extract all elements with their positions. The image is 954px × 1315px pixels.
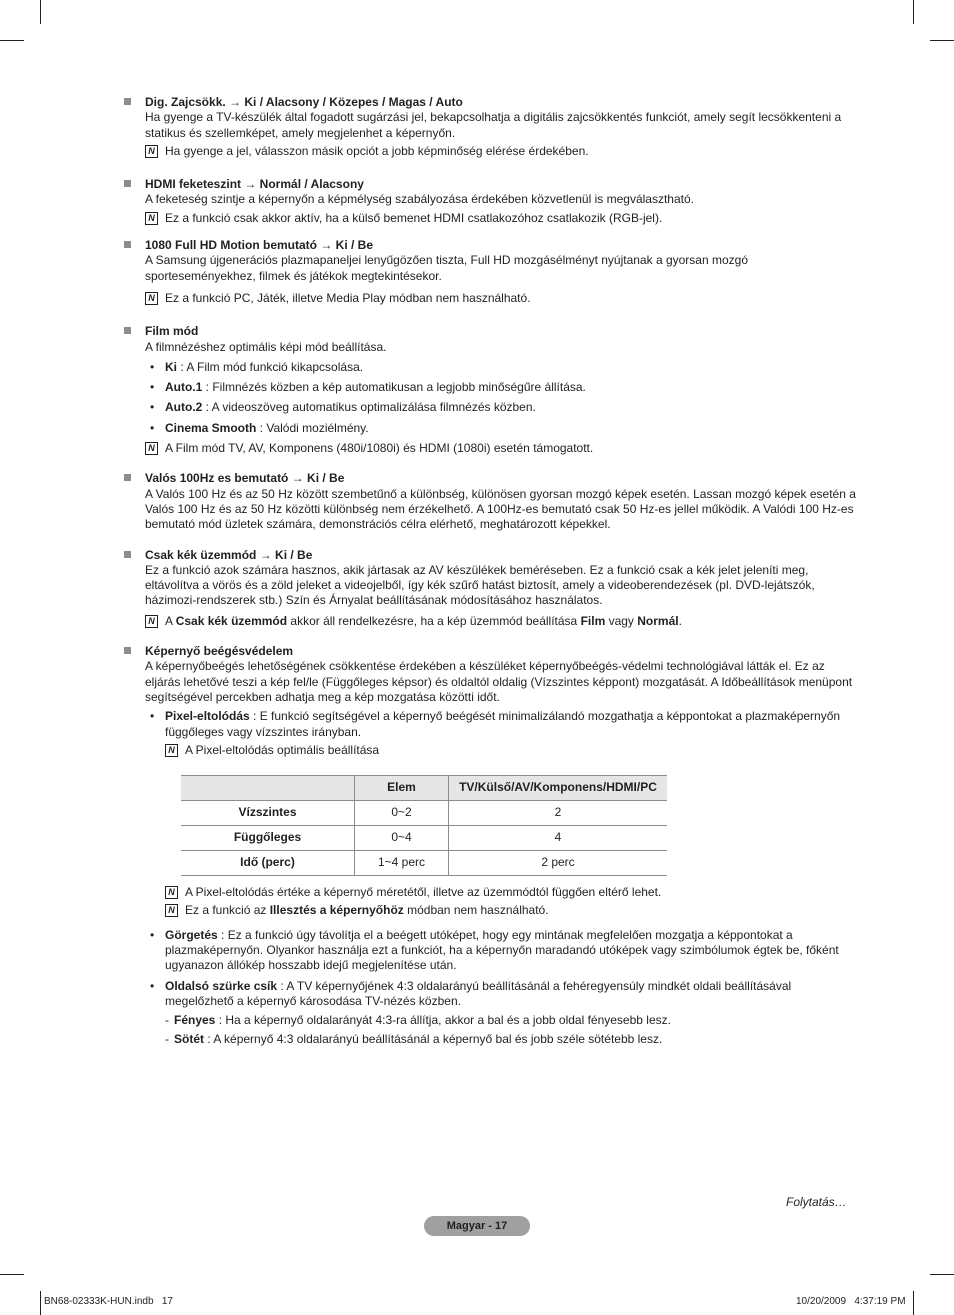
crop-mark <box>0 1274 24 1275</box>
note-bold-film: Film <box>580 613 606 628</box>
note <box>165 743 860 758</box>
table-cell: 2 <box>449 801 668 826</box>
section-blue-only <box>124 548 860 629</box>
dash-icon: - <box>165 1032 169 1047</box>
pixel-shift-table <box>181 775 667 876</box>
table-cell: 0~2 <box>355 801 449 826</box>
sub-item-label: Fényes <box>174 1013 216 1028</box>
crop-mark <box>913 0 914 24</box>
item-text: : A videoszöveg automatikus optimalizálása filmnézés közben. <box>202 400 536 415</box>
sub-item-text: : Ha a képernyő oldalarányát 4:3-ra állítja, akkor a bal és a jobb oldal fényesebb lesz. <box>215 1013 671 1028</box>
section-dig-noise <box>124 95 860 159</box>
note-text-e: . <box>678 613 682 628</box>
section-text: A filmnézéshez optimális képi mód beállítása. <box>145 339 387 354</box>
square-bullet-icon <box>124 241 131 248</box>
note-bold-fit: Illesztés a képernyőhöz <box>269 903 404 918</box>
section-title: 1080 Full HD Motion bemutató → Ki / Be <box>145 238 374 253</box>
section-title: HDMI feketeszint → Normál / Alacsony <box>145 177 364 192</box>
item-label: Auto.1 <box>165 380 203 395</box>
crop-mark <box>0 40 24 41</box>
table-row <box>181 851 667 876</box>
dash-icon: - <box>165 1013 169 1028</box>
section-title: Képernyő beégésvédelem <box>145 644 294 659</box>
bullet-dot-icon: • <box>150 709 155 724</box>
item-label: Cinema Smooth <box>165 420 257 435</box>
item-label: Ki <box>165 359 177 374</box>
item-text: : Filmnézés közben a kép automatikusan a legjobb minőségűre állítása. <box>202 380 586 395</box>
item-text: : A TV képernyőjének 4:3 oldalarányú beállításánál a fehéregyensúly mindkét oldali beállításával megelőzhető a képernyő károsodása TV-nézés közben. <box>165 978 792 1008</box>
crop-mark <box>40 1291 41 1315</box>
sub-item-label: Sötét <box>174 1032 204 1047</box>
crop-mark <box>930 40 954 41</box>
square-bullet-icon <box>124 647 131 654</box>
list-item-side-gray <box>145 979 860 1010</box>
bullet-dot-icon: • <box>150 400 155 415</box>
note-icon: N <box>145 615 158 628</box>
note-icon: N <box>145 212 158 225</box>
square-bullet-icon <box>124 180 131 187</box>
section-real-100hz <box>124 471 860 532</box>
table-row-label: Idő (perc) <box>181 851 355 876</box>
note-icon: N <box>145 292 158 305</box>
note-text-a: A <box>165 613 176 628</box>
note-text-d: vagy <box>605 613 638 628</box>
list-item <box>145 400 860 415</box>
bullet-dot-icon: • <box>150 359 155 374</box>
note <box>145 291 860 306</box>
note-text: Ez a funkció csak akkor aktív, ha a külső bemenet HDMI csatlakozóhoz csatlakozik (RGB-jel). <box>165 210 663 225</box>
table-cell: 2 perc <box>449 851 668 876</box>
page-number-badge: Magyar - 17 <box>424 1216 530 1236</box>
section-title: Film mód <box>145 324 199 339</box>
note-text-c: akkor áll rendelkezésre, ha a kép üzemmód beállítása <box>287 613 581 628</box>
table-header-cell: TV/Külső/AV/Komponens/HDMI/PC <box>449 776 668 801</box>
note <box>145 441 860 456</box>
bullet-dot-icon: • <box>150 978 155 993</box>
list-item-pixel-shift <box>145 709 860 918</box>
crop-mark <box>40 0 41 24</box>
table-row-label: Függőleges <box>181 826 355 851</box>
square-bullet-icon <box>124 327 131 334</box>
square-bullet-icon <box>124 98 131 105</box>
note-icon: N <box>165 886 178 899</box>
note <box>165 885 860 900</box>
print-timestamp: 10/20/2009 4:37:19 PM <box>796 1296 906 1307</box>
note-text: Ez a funkció PC, Játék, illetve Media Play módban nem használható. <box>165 290 531 305</box>
section-text: A képernyőbeégés lehetőségének csökkentése érdekében a készüléket képernyőbeégés-védelmi technológiával látták el. Ez az eljárás lehetővé teszi a kép fel/le (Függőleges képsor) és oldaltól oldalig (Vízszintes képpont) mozgatását. A Időbeállítások menüpont segítségével percekben adhatja meg a kép mozgatása közötti időt. <box>145 659 853 704</box>
item-label: Pixel-eltolódás <box>165 709 250 724</box>
section-text: Ez a funkció azok számára hasznos, akik jártasak az AV készülékek beméréseben. Ez a funkció csak a kék jelet jeleníti meg, eltávolítva a vörös és a zöld jeleket a videojelből, így kék szűrő hatást biztosít, amely a videoberendezések (pl. DVD-lejátszók, házimozi-rendszerek stb.) Szín és Árnyalat beállításának módosításához használatos. <box>145 562 815 608</box>
list-item-scroll <box>145 928 860 974</box>
crop-mark <box>930 1274 954 1275</box>
section-film-mode <box>124 324 860 456</box>
note-text: A Film mód TV, AV, Komponens (480i/1080i) és HDMI (1080i) esetén támogatott. <box>165 441 594 456</box>
table-cell: 1~4 perc <box>355 851 449 876</box>
table-cell: 4 <box>449 826 668 851</box>
section-text: Ha gyenge a TV-készülék által fogadott sugárzási jel, bekapcsolhatja a digitális zajcsökkentés funkciót, amely segít lecsökkenteni a statikus és szellemképet, amely megjelenhet a képernyőn. <box>145 110 842 140</box>
note-icon: N <box>165 744 178 757</box>
table-row <box>181 801 667 826</box>
note-text: A Pixel-eltolódás értéke a képernyő méretétől, illetve az üzemmódtól függően eltérő lehet. <box>185 885 662 900</box>
square-bullet-icon <box>124 474 131 481</box>
item-label: Görgetés <box>165 927 218 942</box>
item-label: Auto.2 <box>165 400 203 415</box>
item-label: Oldalsó szürke csík <box>165 978 278 993</box>
sub-item <box>145 1032 860 1047</box>
bullet-dot-icon: • <box>150 380 155 395</box>
table-header-cell <box>181 776 355 801</box>
note-text-a: Ez a funkció az <box>185 903 270 918</box>
sub-item <box>145 1013 860 1028</box>
note <box>145 614 860 629</box>
list-item <box>145 360 860 375</box>
item-text: : A Film mód funkció kikapcsolása. <box>177 359 364 374</box>
note-bold-normal: Normál <box>637 613 679 628</box>
item-text: : E funkció segítségével a képernyő beégését minimalizálandó mozgathatja a képpontokat a plazmaképernyőn függőleges vagy vízszintes irányban. <box>165 709 841 739</box>
list-item <box>145 421 860 436</box>
section-text: A Valós 100 Hz és az 50 Hz között szembetűnő a különbség, különösen gyorsan mozgó képek esetén. Lassan mozgó képek esetén a Valós 100 Hz és az 50 Hz közötti különbség nem érzékelhető. A 100Hz-es bemutató csak 50 Hz-es jellel működik. A Valódi 100 Hz-es bemutató mód üzletek számára, demonstrációs célra elérhető, meghatározott képekkel. <box>145 486 856 532</box>
section-burn-protection <box>124 644 860 1048</box>
note-icon: N <box>145 442 158 455</box>
note-text: A Pixel-eltolódás optimális beállítása <box>185 742 380 757</box>
item-text: : Valódi moziélmény. <box>256 420 369 435</box>
bullet-dot-icon: • <box>150 927 155 942</box>
manual-content <box>124 95 860 1060</box>
section-text: A Samsung újgenerációs plazmapaneljei lenyűgözően tiszta, Full HD mozgásélményt nyújtanak a gyorsan mozgó sporteseményekhez, filmek és játékok megtekintésekor. <box>145 253 748 283</box>
note <box>145 211 860 226</box>
section-title: Dig. Zajcsökk. → Ki / Alacsony / Közepes / Magas / Auto <box>145 95 463 109</box>
continued-label: Folytatás… <box>786 1195 847 1209</box>
section-hdmi-black <box>124 177 860 226</box>
note <box>165 903 860 918</box>
crop-mark <box>913 1291 914 1315</box>
note-text-c: módban nem használható. <box>403 903 549 918</box>
note-text: Ha gyenge a jel, válasszon másik opciót a jobb képminőség elérése érdekében. <box>165 143 589 158</box>
note-icon: N <box>145 145 158 158</box>
item-text: : Ez a funkció úgy távolítja el a beégett utóképet, hogy egy mintának megfelelően mozgatja a képpontokat a plazmaképernyőn. Olyankor használja ezt a funkciót, ha a képernyőn maradandó utóképek vagy szimbólumok égtek be, főként ugyanazon állókép hosszabb idejű megjelenítése után. <box>165 927 839 973</box>
table-row <box>181 826 667 851</box>
table-header-row <box>181 776 667 801</box>
note <box>145 144 860 159</box>
section-1080-motion <box>124 238 860 306</box>
list-item <box>145 380 860 395</box>
square-bullet-icon <box>124 551 131 558</box>
table-row-label: Vízszintes <box>181 801 355 826</box>
section-text: A feketeség szintje a képernyőn a képmélység szabályozása érdekében közvetlenül is megválasztható. <box>145 192 694 207</box>
section-title: Valós 100Hz es bemutató → Ki / Be <box>145 471 345 486</box>
bullet-dot-icon: • <box>150 420 155 435</box>
note-bold-mode: Csak kék üzemmód <box>175 613 288 628</box>
section-title: Csak kék üzemmód → Ki / Be <box>145 547 313 562</box>
sub-item-text: : A képernyő 4:3 oldalarányú beállításánál a képernyő bal és jobb széle sötétebb lesz. <box>204 1032 663 1047</box>
print-file-info: BN68-02333K-HUN.indb 17 <box>44 1296 173 1307</box>
note-icon: N <box>165 904 178 917</box>
table-cell: 0~4 <box>355 826 449 851</box>
table-header-cell: Elem <box>355 776 449 801</box>
